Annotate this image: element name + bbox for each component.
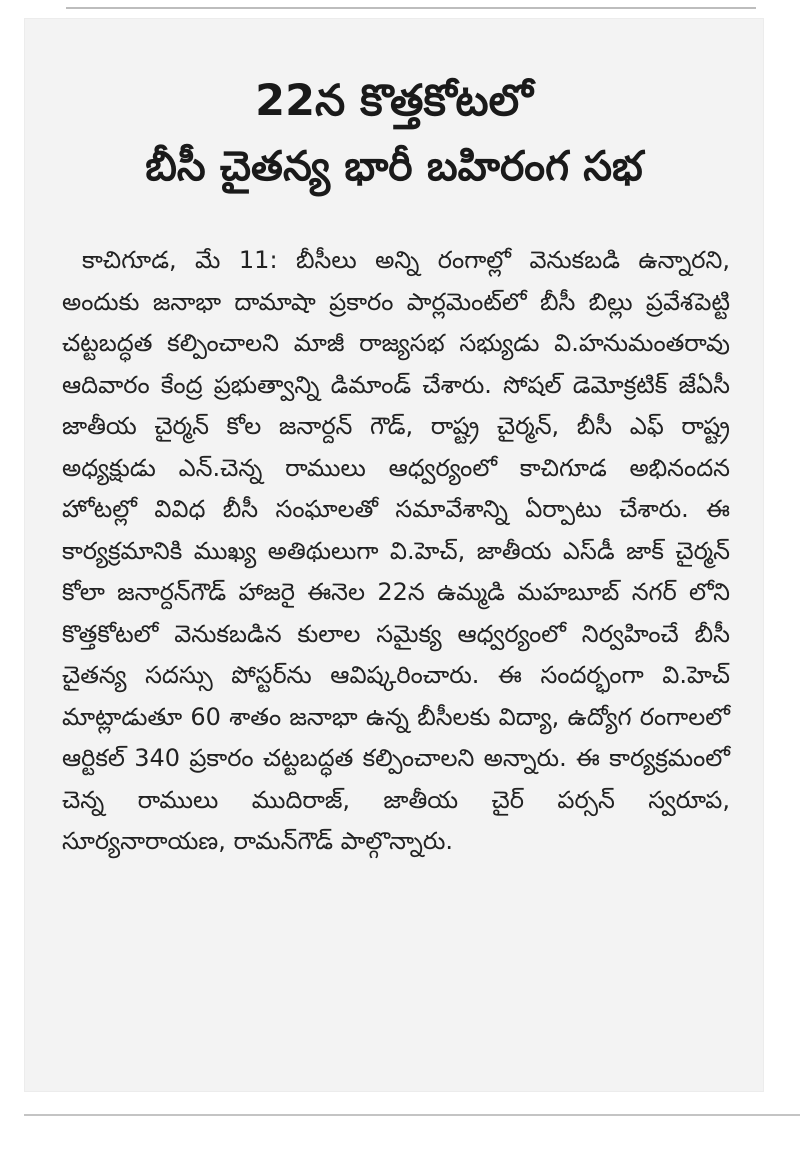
newspaper-clipping: [24, 18, 764, 1092]
top-divider: [66, 7, 756, 9]
article-body: కాచిగూడ, మే 11: బీసీలు అన్ని రంగాల్లో వెనుకబడి ఉన్నారని, అందుకు జనాభా దామాషా ప్రకారం పార్లమెంట్‌లో బీసీ బిల్లు ప్రవేశపెట్టి చట్టబద్ధత కల్పించాలని మాజీ రాజ్యసభ సభ్యుడు వి.హనుమంతరావు ఆదివారం కేంద్ర ప్రభుత్వాన్ని డిమాండ్ చేశారు. సోషల్ డెమోక్రటిక్ జేఏసీ జాతీయ చైర్మన్ కోల జనార్దన్ గౌడ్, రాష్ట్ర చైర్మన్, బీసీ ఎఫ్ రాష్ట్ర అధ్యక్షుడు ఎన్.చెన్న రాములు ఆధ్వర్యంలో కాచిగూడ అభినందన హోటల్లో వివిధ బీసీ సంఘాలతో సమావేశాన్ని ఏర్పాటు చేశారు. ఈ కార్యక్రమానికి ముఖ్య అతిథులుగా వి.హెచ్, జాతీయ ఎస్‌డీ జాక్ చైర్మన్ కోలా జనార్దన్‌గౌడ్ హాజరై ఈనెల 22న ఉమ్మడి మహబూబ్ నగర్ లోని కొత్తకోటలో వెనుకబడిన కులాల సమైక్య ఆధ్వర్యంలో నిర్వహించే బీసీ చైతన్య సదస్సు పోస్టర్‌ను ఆవిష్కరించారు. ఈ సందర్భంగా వి.హెచ్ మాట్లాడుతూ 60 శాతం జనాభా ఉన్న బీసీలకు విద్యా, ఉద్యోగ రంగాలలో ఆర్టికల్ 340 ప్రకారం చట్టబద్ధత కల్పించాలని అన్నారు. ఈ కార్యక్రమంలో చెన్న రాములు ముదిరాజ్, జాతీయ చైర్ పర్సన్ స్వరూప, సూర్యనారాయణ, రామన్‌గౌడ్ పాల్గొన్నారు.: [62, 246, 730, 855]
headline-line-2: బీసీ చైతన్య భారీ బహిరంగ సభ: [145, 141, 643, 190]
article-headline: [24, 69, 764, 197]
headline-line-1: 22న కొత్తకోటలో: [255, 76, 533, 127]
bottom-divider: [24, 1114, 800, 1116]
